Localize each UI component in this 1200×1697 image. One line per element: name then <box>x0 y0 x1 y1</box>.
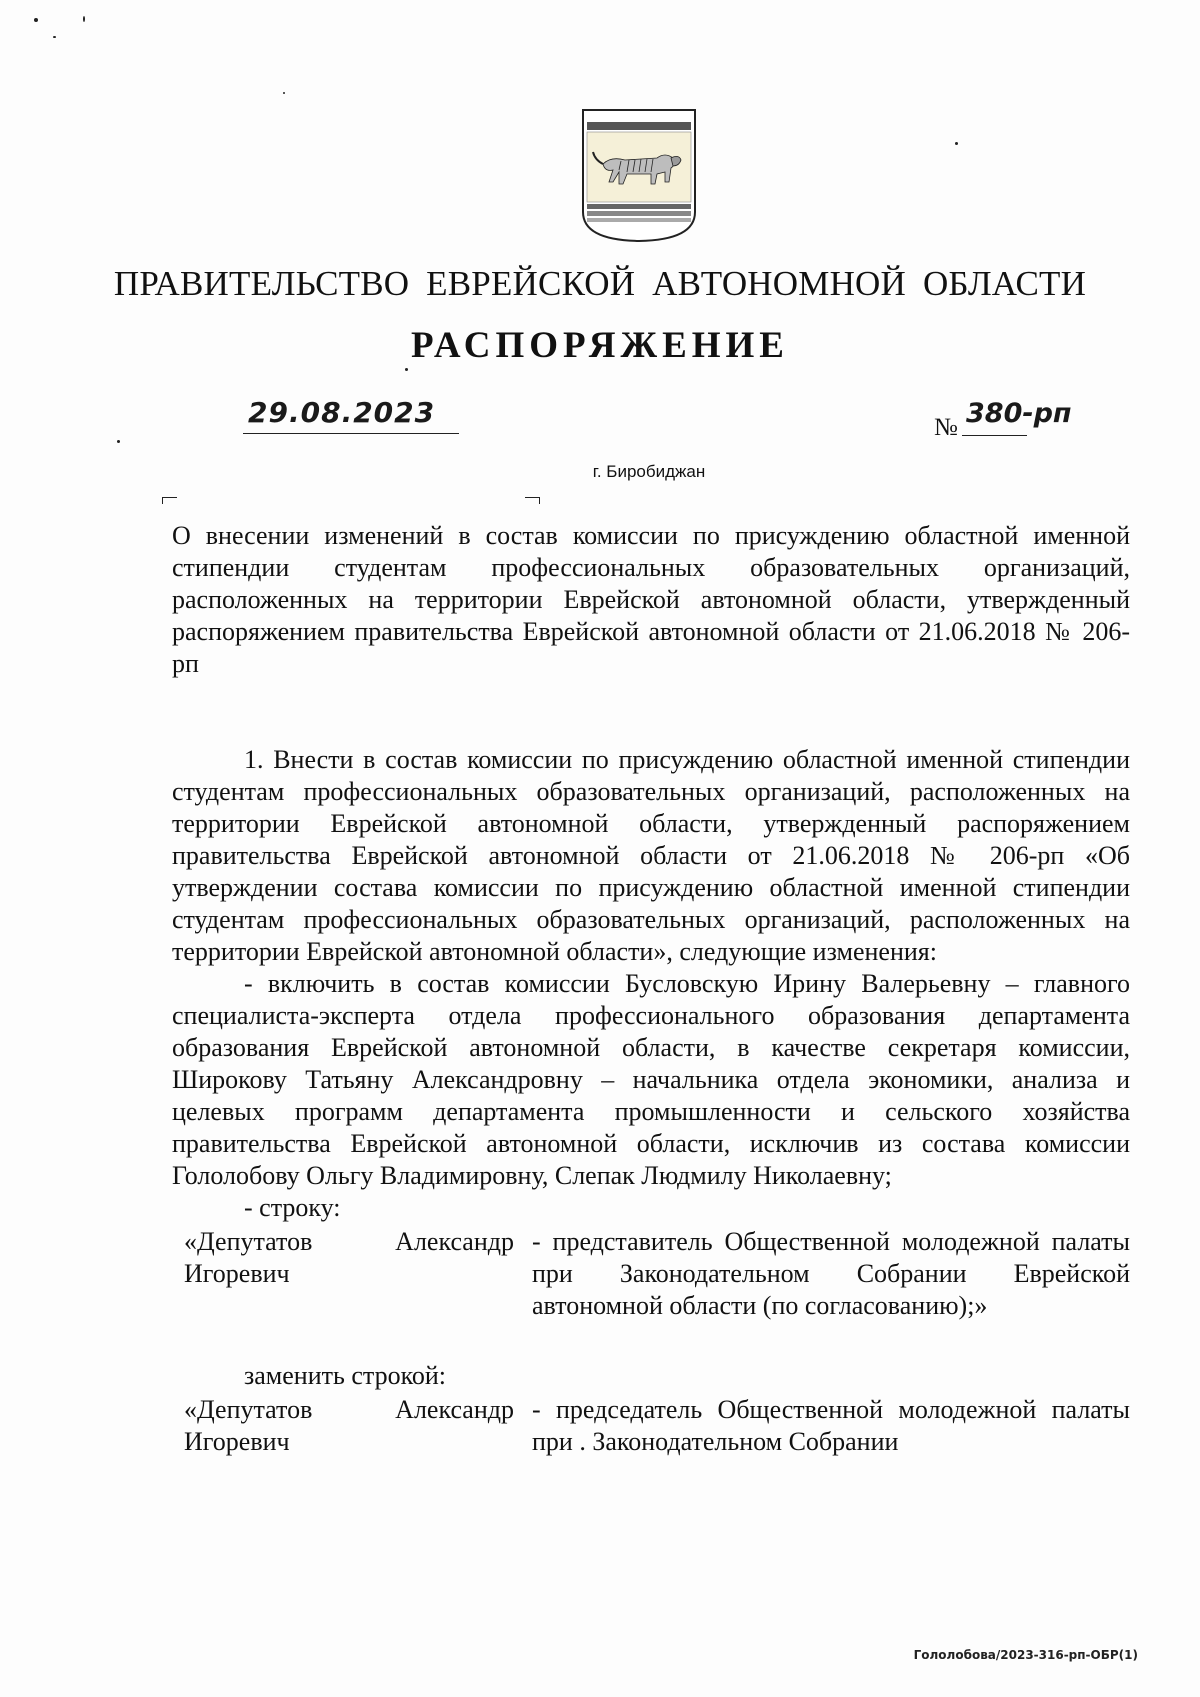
new-entry-role: - председатель Общественной молодежной палаты при . Законодательном Собрании <box>532 1395 1130 1456</box>
document-number: 380-рп <box>966 398 1072 429</box>
organization-title: ПРАВИТЕЛЬСТВО ЕВРЕЙСКОЙ АВТОНОМНОЙ ОБЛАСТИ <box>113 264 1087 303</box>
number-label: № <box>934 414 958 441</box>
title-bracket-right <box>525 497 540 504</box>
old-entry <box>172 1226 1130 1322</box>
document-body <box>172 744 1130 1458</box>
scan-speck <box>405 368 408 371</box>
new-entry <box>172 1394 1130 1458</box>
number-underline <box>962 435 1027 436</box>
subject-text: О внесении изменений в состав комиссии по присуждению областной именной стипендии студентам профессиональных образовательных организаций, расположенных на территории Еврейской автономной области, утвержденный распоряжением правительства Еврейской автономной области от 21.06.2018 № 206-рп <box>172 521 1130 678</box>
scan-speck <box>955 142 958 145</box>
date-underline <box>243 433 459 434</box>
old-entry-name: «Депутатов Александр Игоревич <box>184 1227 514 1288</box>
old-entry-role: - представитель Общественной молодежной палаты при Законодательном Собрании Еврейской автономной области (по согласованию);» <box>532 1227 1130 1320</box>
paragraph-1: 1. Внести в состав комиссии по присуждению областной именной стипендии студентам профессиональных образовательных организаций, расположенных на территории Еврейской автономной области, утвержденный распоряжением правительства Еврейской автономной области от 21.06.2018 № 206-рп «Об утверждении состава комиссии по присуждению областной именной стипендии студентам профессиональных образовательных организаций, расположенных на территории Еврейской автономной области», следующие изменения: <box>172 745 1130 966</box>
line-label: - строку: <box>244 1193 341 1222</box>
tiger-coat-of-arms-icon <box>581 108 697 243</box>
footer-reference: Гололобова/2023-316-рп-ОБР(1) <box>913 1648 1138 1662</box>
city-label: г. Биробиджан <box>592 462 706 481</box>
scan-speck <box>283 92 285 94</box>
title-bracket-left <box>162 497 177 504</box>
scan-speck <box>117 440 120 443</box>
paragraph-2: - включить в состав комиссии Бусловскую Ирину Валерьевну – главного специалиста-эксперта отдела профессионального образования департамента образования Еврейской автономной области, в качестве секретаря комиссии, Широкову Татьяну Александровну – начальника отдела экономики, анализа и целевых программ департамента промышленности и сельского хозяйства правительства Еврейской автономной области, исключив из состава комиссии Гололобову Ольгу Владимировну, Слепак Людмилу Николаевну; <box>172 969 1130 1190</box>
scan-speck <box>53 36 56 38</box>
document-subject <box>172 520 1130 680</box>
new-entry-name: «Депутатов Александр Игоревич <box>184 1395 514 1456</box>
document-type-heading: РАСПОРЯЖЕНИЕ <box>410 325 789 366</box>
scan-speck <box>34 18 38 22</box>
replace-label: заменить строкой: <box>244 1361 447 1390</box>
document-date: 29.08.2023 <box>248 396 436 429</box>
scan-speck <box>83 16 85 22</box>
